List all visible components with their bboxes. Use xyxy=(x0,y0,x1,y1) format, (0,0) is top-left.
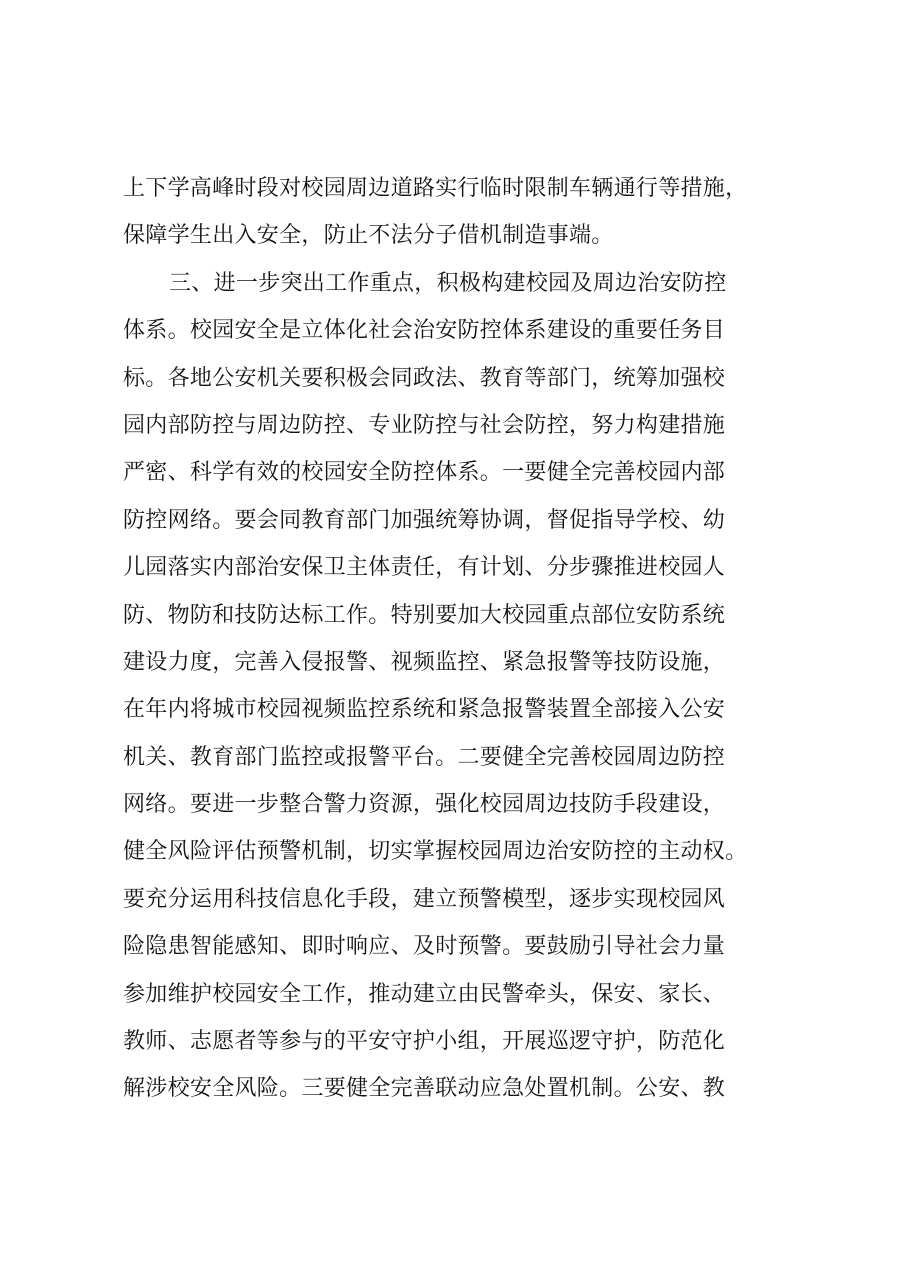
text-line: 机关、教育部门监控或报警平台。二要健全完善校园周边防控 xyxy=(123,744,726,770)
text-line: 防控网络。要会同教育部门加强统筹协调，督促指导学校、幼 xyxy=(123,507,726,533)
text-line: 标。各地公安机关要积极会同政法、教育等部门，统筹加强校 xyxy=(123,365,726,391)
text-line: 防、物防和技防达标工作。特别要加大校园重点部位安防系统 xyxy=(123,602,726,628)
text-line: 儿园落实内部治安保卫主体责任，有计划、分步骤推进校园人 xyxy=(123,555,726,581)
text-line: 严密、科学有效的校园安全防控体系。一要健全完善校园内部 xyxy=(123,460,726,486)
text-line: 保障学生出入安全，防止不法分子借机制造事端。 xyxy=(123,223,614,249)
text-line: 建设力度，完善入侵报警、视频监控、紧急报警等技防设施， xyxy=(123,649,726,675)
text-line: 在年内将城市校园视频监控系统和紧急报警装置全部接入公安 xyxy=(123,697,726,723)
text-line: 上下学高峰时段对校园周边道路实行临时限制车辆通行等措施， xyxy=(123,176,748,201)
text-line: 解涉校安全风险。三要健全完善联动应急处置机制。公安、教 xyxy=(123,1076,726,1102)
text-line: 教师、志愿者等参与的平安守护小组，开展巡逻守护，防范化 xyxy=(123,1029,726,1055)
section-heading-line: 三、进一步突出工作重点，积极构建校园及周边治安防控 xyxy=(169,270,727,296)
text-line: 体系。校园安全是立体化社会治安防控体系建设的重要任务目 xyxy=(123,318,726,344)
text-line: 要充分运用科技信息化手段，建立预警模型，逐步实现校园风 xyxy=(123,886,726,912)
text-line: 网络。要进一步整合警力资源，强化校园周边技防手段建设， xyxy=(123,792,726,818)
body-text xyxy=(123,165,813,1113)
text-line: 园内部防控与周边防控、专业防控与社会防控，努力构建措施 xyxy=(123,412,726,438)
text-line: 险隐患智能感知、即时响应、及时预警。要鼓励引导社会力量 xyxy=(123,934,726,960)
text-line: 健全风险评估预警机制，切实掌握校园周边治安防控的主动权。 xyxy=(123,839,748,865)
text-line: 参加维护校园安全工作，推动建立由民警牵头，保安、家长、 xyxy=(123,981,726,1007)
